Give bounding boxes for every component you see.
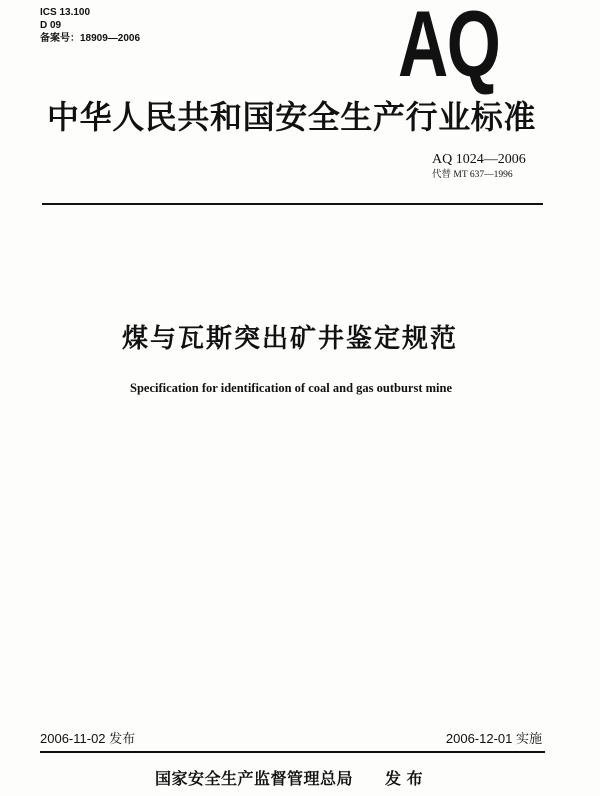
publish-label: 发 布 [385, 769, 423, 788]
document-title-english: Specification for identification of coal and gas outburst mine [130, 381, 452, 395]
header-divider [42, 203, 543, 205]
publisher-name: 国家安全生产监督管理总局 [155, 769, 354, 788]
implementation-date: 2006-12-01 实施 [445, 731, 542, 746]
aq-logo: AQ [398, 0, 500, 96]
industry-standard-title: 中华人民共和国安全生产行业标准 [47, 98, 537, 136]
document-title-chinese: 煤与瓦斯突出矿井鉴定规范 [121, 324, 458, 354]
ics-code: ICS 13.100 [40, 7, 91, 18]
footer-divider [40, 751, 545, 753]
replaced-standard: 代替 MT 637—1996 [432, 170, 513, 180]
standard-number: AQ 1024—2006 [432, 152, 526, 167]
filing-number: 备案号：18909—2006 [40, 33, 141, 44]
ccs-code: D 09 [40, 20, 62, 31]
release-date: 2006-11-02 发布 [40, 731, 136, 746]
